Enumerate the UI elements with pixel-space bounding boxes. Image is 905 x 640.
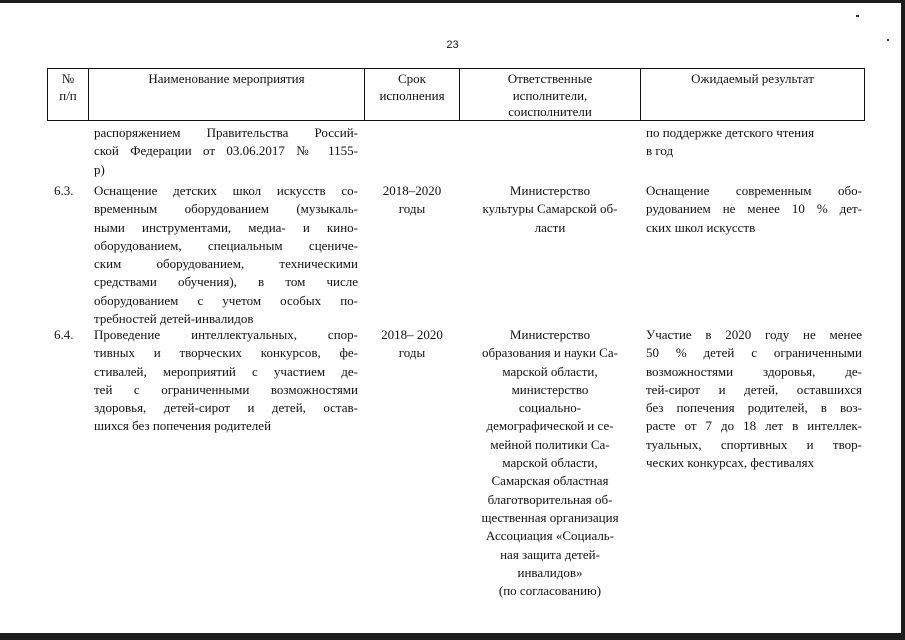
row-executors-line: ная защита детей- xyxy=(500,546,600,562)
row-executors-line: ласти xyxy=(534,219,566,235)
header-number xyxy=(48,71,88,104)
row-executors xyxy=(460,182,640,237)
scan-border-top xyxy=(0,0,905,3)
row-result-line: возможностями здоровья, де- xyxy=(646,363,862,379)
row-executors-line: инвалидов» xyxy=(517,564,583,580)
row-result-line: Оснащение современным обо- xyxy=(646,183,862,198)
row-executors-line: образования и науки Са- xyxy=(482,345,618,361)
header-number-line: п/п xyxy=(59,87,77,103)
scan-border-bottom xyxy=(0,633,905,640)
row-term-line: 2018– 2020 xyxy=(381,327,443,342)
header-executors-line: соисполнители xyxy=(508,104,592,119)
row-result-line: 50 % детей с ограниченными xyxy=(646,345,862,361)
row-name-line: ской Федерации от 03.06.2017 № 1155- xyxy=(94,143,358,159)
row-executors-line: социально- xyxy=(518,400,582,416)
row-executors-line: марской области, xyxy=(502,455,598,471)
row-name-line: средствами обучения), в том числе xyxy=(94,274,358,290)
row-term-line: годы xyxy=(398,201,426,217)
row-executors-line: щественная организация xyxy=(481,509,619,525)
row-executors-line: Министерство xyxy=(509,183,591,198)
header-executors-line: исполнители, xyxy=(512,87,588,103)
row-result-line: тей-сирот и детей, оставшихся xyxy=(646,381,862,397)
row-executors-line: благотворительная об- xyxy=(487,491,613,507)
table-header-rule xyxy=(47,120,865,121)
header-term xyxy=(365,71,459,104)
row-result-line: в год xyxy=(646,143,674,159)
header-result-line: Ожидаемый результат xyxy=(691,71,814,86)
header-name xyxy=(89,71,364,88)
row-name-line: оборудованием с учетом особых по- xyxy=(94,292,358,308)
row-name-line: шихся без попечения родителей xyxy=(94,418,272,434)
column-divider xyxy=(864,68,865,121)
row-name-line: здоровья, детей-сирот и детей, остав- xyxy=(94,400,358,416)
row-term-line: годы xyxy=(398,345,426,361)
row-name-line: оборудованием, специальным сцениче- xyxy=(94,237,358,253)
row-executors-line: демографической и се- xyxy=(486,418,614,434)
row-result-line: туальных, спортивных и твор- xyxy=(646,436,862,452)
row-name xyxy=(94,182,358,328)
row-executors-line: министерство xyxy=(511,381,589,397)
header-term-line: Срок xyxy=(398,71,426,86)
row-name-line: Оснащение детских школ искусств со- xyxy=(94,183,358,198)
row-executors-line: культуры Самарской об- xyxy=(482,201,618,217)
row-name-line: тей с ограниченными возможностями xyxy=(94,381,358,397)
row-result-line: расте от 7 до 18 лет в интеллек- xyxy=(646,418,862,434)
row-term-line: 2018–2020 xyxy=(382,183,442,198)
header-number-line: № xyxy=(61,71,75,86)
row-name-line: временным оборудованием (музыкаль- xyxy=(94,201,358,217)
row-number: 6.3. xyxy=(54,183,74,198)
header-term-line: исполнения xyxy=(379,87,445,103)
row-name-line: Проведение интеллектуальных, спор- xyxy=(94,327,358,342)
row-executors-line: Самарская областная xyxy=(491,473,609,489)
row-term xyxy=(365,326,459,363)
row-result-line: Участие в 2020 году не менее xyxy=(646,327,862,342)
row-executors-line: мейной политики Са- xyxy=(490,436,610,452)
row-result xyxy=(646,326,862,472)
row-name-line: ским оборудованием, техническими xyxy=(94,256,358,272)
header-executors-line: Ответственные xyxy=(507,71,593,86)
scan-border-right xyxy=(901,0,905,640)
page-number: 23 xyxy=(446,39,459,51)
row-result-line: ческих конкурсах, фестивалях xyxy=(646,455,815,471)
row-number: 6.4. xyxy=(54,327,74,342)
row-name-line: распоряжением Правительства Россий- xyxy=(94,125,358,140)
row-name-line: р) xyxy=(94,161,105,177)
row-executors-line: марской области, xyxy=(502,363,598,379)
row-result-line: ских школ искусств xyxy=(646,219,756,235)
row-name-line: требностей детей-инвалидов xyxy=(94,311,254,327)
row-result xyxy=(646,182,862,237)
row-result-line: по поддержке детского чтения xyxy=(646,125,815,140)
row-result-line: без попечения родителей, в воз- xyxy=(646,400,862,416)
row-name-line: тивных и творческих конкурсов, фе- xyxy=(94,345,358,361)
row-result-line: рудованием не менее 10 % дет- xyxy=(646,201,862,217)
row-name xyxy=(94,326,358,436)
row-executors-line: Министерство xyxy=(509,327,591,342)
row-executors xyxy=(460,326,640,600)
row-name-line: ными инструментами, медиа- и кино- xyxy=(94,219,358,235)
header-result xyxy=(641,71,864,88)
scan-speck xyxy=(856,15,859,17)
row-executors-line: Ассоциация «Социаль- xyxy=(485,528,615,544)
row-result xyxy=(646,124,862,161)
header-executors xyxy=(460,71,640,121)
row-name xyxy=(94,124,358,179)
row-term xyxy=(365,182,459,219)
header-name-line: Наименование мероприятия xyxy=(148,71,305,86)
table-top-rule xyxy=(47,68,865,69)
row-executors-line: (по согласованию) xyxy=(498,583,602,599)
row-name-line: стивалей, мероприятий с участием де- xyxy=(94,363,358,379)
